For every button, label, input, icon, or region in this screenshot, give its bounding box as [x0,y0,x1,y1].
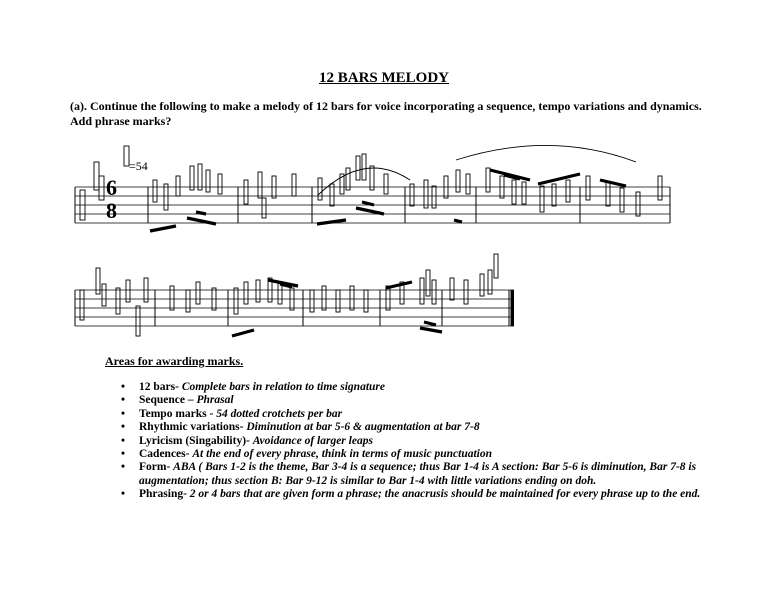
criterion-label: Lyricism (Singability)- [139,434,253,447]
criterion-detail: Avoidance of larger leaps [252,434,373,447]
list-item [117,381,717,394]
time-signature-top: 6 [106,175,117,200]
bullet-icon: • [121,461,126,474]
bullet-icon: • [121,434,126,447]
list-item [117,421,717,434]
criterion-detail: Complete bars in relation to time signature [181,381,385,393]
bullet-icon: • [121,488,126,501]
bullet-icon: • [121,421,126,434]
music-staff-1 [0,140,768,240]
criterion-label: 12 bars- [139,381,182,393]
criterion-label: Tempo marks - [139,407,217,420]
staff-lines [75,290,514,326]
bullet-icon: • [121,381,126,393]
criterion-detail: 2 or 4 bars that are given form a phrase; the anacrusis should be maintained for every phrase up to the end. [189,488,701,501]
tempo-mark [124,146,148,173]
criterion-detail: At the end of every phrase, think in terms of music punctuation [192,448,493,461]
criterion-detail: Phrasal [196,394,234,407]
bullet-icon: • [121,448,126,461]
criterion-label: Rhythmic variations- [139,421,247,434]
page-title: 12 BARS MELODY [318,70,449,86]
criterion-detail: Diminution at bar 5-6 & augmentation at bar 7-8 [246,421,480,434]
list-item [117,408,717,421]
areas-heading: Areas for awarding marks. [105,354,244,368]
question-text [70,99,710,129]
criterion-detail: 54 dotted crotchets per bar [216,407,343,420]
criterion-label: Form- [139,461,174,474]
time-signature-bottom: 8 [106,198,117,223]
criterion-label: Phrasing- [139,488,190,501]
time-signature [106,175,117,223]
list-item [117,461,717,488]
music-staff-2 [0,250,768,350]
list-item [117,394,717,407]
tempo-text: =54 [129,159,148,173]
list-item [117,448,717,461]
criterion-detail: ABA ( Bars 1-2 is the theme, Bar 3-4 is a sequence; thus Bar 1-4 is A section: Bar 5-6 is diminution, Bar 7-8 is augmentation; thus section B: Bar 9-12 is similar to Bar 1-4 with little variations ending on doh. [139,461,697,487]
list-item [117,435,717,448]
final-barline [511,290,515,326]
question-line-1: (a). Continue the following to make a melody of 12 bars for voice incorporating a sequence, tempo variations and dynamics. [70,99,702,113]
criteria-list [117,381,717,502]
list-item [117,488,717,501]
criterion-label: Sequence – [139,394,197,407]
bullet-icon: • [121,394,126,407]
criterion-label: Cadences- [139,448,193,461]
question-line-2: Add phrase marks? [70,114,172,128]
bullet-icon: • [121,407,126,420]
